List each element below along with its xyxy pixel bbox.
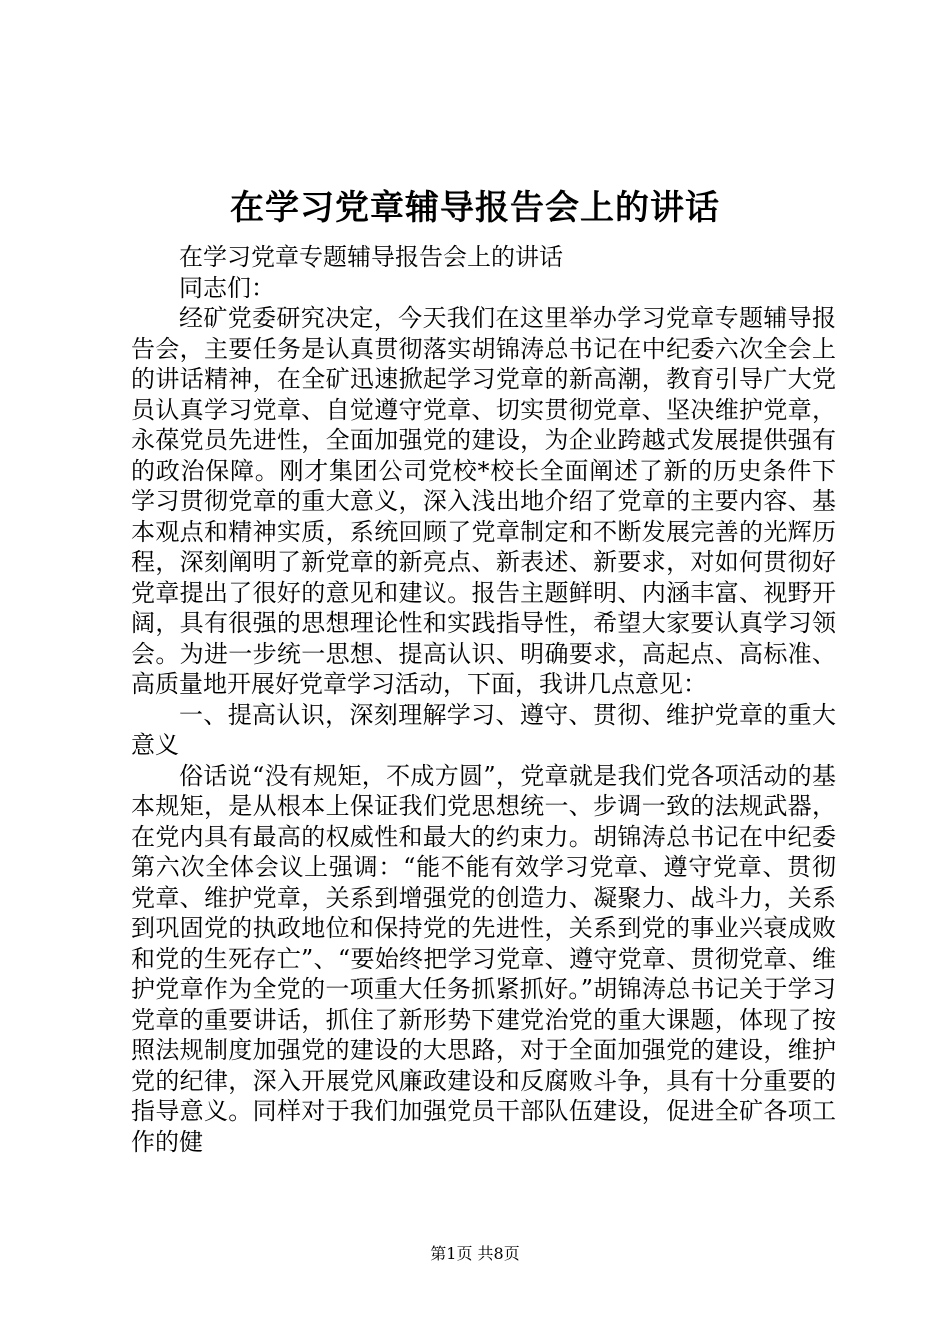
page-footer: 第1页 共8页 [430, 1244, 520, 1263]
document-body [131, 212, 836, 1157]
body-paragraph: 经矿党委研究决定，今天我们在这里举办学习党章专题辅导报告会，主要任务是认真贯彻落实胡锦涛总书记在中纪委六次全会上的讲话精神，在全矿迅速掀起学习党章的新高潮，教育引导广大党员认真学习党章、自觉遵守党章、切实贯彻党章、坚决维护党章，永葆党员先进性，全面加强党的建设，为企业跨越式发展提供强有的政治保障。刚才集团公司党校*校长全面阐述了新的历史条件下学习贯彻党章的重大意义，深入浅出地介绍了党章的主要内容、基本观点和精神实质，系统回顾了党章制定和不断发展完善的光辉历程，深刻阐明了新党章的新亮点、新表述、新要求，对如何贯彻好党章提出了很好的意见和建议。报告主题鲜明、内涵丰富、视野开阔，具有很强的思想理论性和实践指导性，希望大家要认真学习领会。为进一步统一思想、提高认识、明确要求，高起点、高标准、高质量地开展好党章学习活动，下面，我讲几点意见： [131, 304, 836, 698]
section-heading: 一、提高认识，深刻理解学习、遵守、贯彻、维护党章的重大意义 [131, 700, 836, 759]
document-title: 在学习党章辅导报告会上的讲话 [230, 188, 720, 228]
salutation-paragraph: 同志们： [179, 273, 275, 302]
subtitle-paragraph: 在学习党章专题辅导报告会上的讲话 [179, 243, 563, 271]
body-paragraph: 俗话说“没有规矩，不成方圆”，党章就是我们党各项活动的基本规矩，是从根本上保证我们党思想统一、步调一致的法规武器，在党内具有最高的权威性和最大的约束力。胡锦涛总书记在中纪委第六次全体会议上强调：“能不能有效学习党章、遵守党章、贯彻党章、维护党章，关系到增强党的创造力、凝聚力、战斗力，关系到巩固党的执政地位和保持党的先进性，关系到党的事业兴衰成败和党的生死存亡”、“要始终把学习党章、遵守党章、贯彻党章、维护党章作为全党的一项重大任务抓紧抓好。”胡锦涛总书记关于学习党章的重要讲话，抓住了新形势下建党治党的重大课题，体现了按照法规制度加强党的建设的大思路，对于全面加强党的建设，维护党的纪律，深入开展党风廉政建设和反腐败斗争，具有十分重要的指导意义。同样对于我们加强党员干部队伍建设，促进全矿各项工作的健 [131, 761, 836, 1156]
